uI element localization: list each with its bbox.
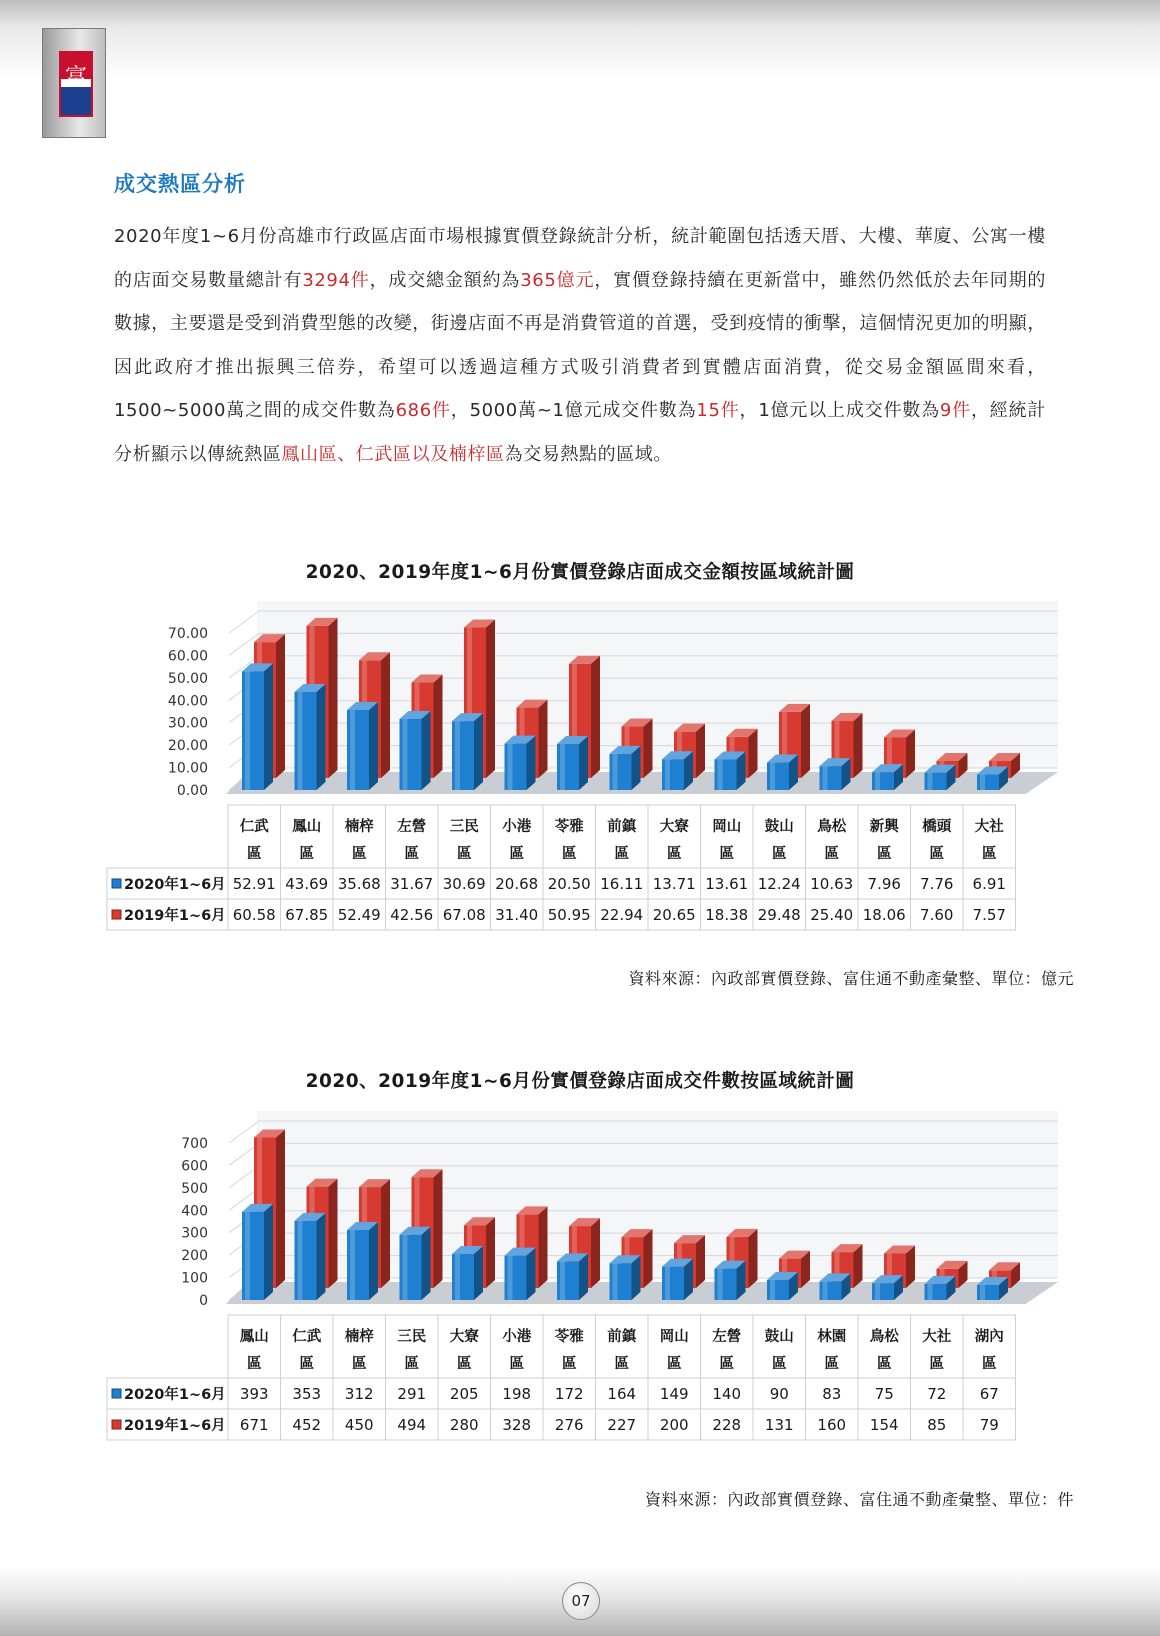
data-value-label: 25.40 bbox=[810, 906, 854, 924]
y-tick-label: 70.00 bbox=[167, 626, 208, 642]
category-label-line1: 三民 bbox=[449, 819, 479, 835]
data-value-label: 494 bbox=[397, 1416, 427, 1434]
category-label-line1: 楠梓 bbox=[344, 819, 374, 835]
y-tick-label: 0 bbox=[199, 1293, 208, 1309]
data-value-label: 198 bbox=[502, 1385, 532, 1403]
category-label-line2: 區 bbox=[352, 846, 367, 862]
section-title: 成交熱區分析 bbox=[114, 172, 246, 196]
category-label-line2: 區 bbox=[404, 1356, 419, 1372]
data-value-label: 393 bbox=[239, 1385, 269, 1403]
data-value-label: 22.94 bbox=[600, 906, 644, 924]
bar-2020 bbox=[505, 736, 536, 790]
category-label-line2: 區 bbox=[824, 846, 839, 862]
category-label-line1: 鳳山 bbox=[239, 1329, 269, 1345]
bar-2020 bbox=[872, 764, 903, 790]
category-label-line2: 區 bbox=[719, 1356, 734, 1372]
series-name: 2019年1~6月 bbox=[124, 908, 226, 924]
y-tick-label: 300 bbox=[181, 1225, 208, 1242]
category-label-line1: 鼓山 bbox=[764, 819, 794, 835]
y-tick-label: 10.00 bbox=[167, 760, 208, 777]
data-value-label: 75 bbox=[874, 1385, 894, 1403]
paragraph-text: ，實價登錄持續在更新當中，雖然仍然低於去年同期的數據，主要還是受到消費型態的改變，街邊店面不再是消費管道的首選，受到疫情的衝擊，這個情況更加的明顯，因此政府才推出振興三倍券，希望可以透過這種方式吸引消費者到實體店面消費，從交易金額區間來看，1500~5000萬之間的成交件數為 bbox=[114, 269, 1047, 421]
highlight-text: 9件 bbox=[939, 400, 971, 421]
data-value-label: 172 bbox=[554, 1385, 584, 1403]
data-value-label: 18.06 bbox=[862, 906, 906, 924]
data-value-label: 30.69 bbox=[442, 875, 486, 893]
data-value-label: 353 bbox=[292, 1385, 322, 1403]
legend-swatch bbox=[112, 879, 121, 888]
data-value-label: 90 bbox=[769, 1385, 789, 1403]
category-label-line1: 前鎮 bbox=[607, 1329, 637, 1345]
y-tick-label: 100 bbox=[181, 1270, 208, 1287]
data-value-label: 83 bbox=[822, 1385, 842, 1403]
series-name: 2019年1~6月 bbox=[124, 1418, 226, 1434]
data-value-label: 7.76 bbox=[920, 875, 954, 893]
y-tick-label: 400 bbox=[181, 1203, 208, 1220]
category-label-line1: 鼓山 bbox=[764, 1329, 794, 1345]
data-value-label: 43.69 bbox=[285, 875, 329, 893]
bar-2020 bbox=[347, 702, 378, 790]
data-value-label: 328 bbox=[502, 1416, 532, 1434]
y-tick-label: 20.00 bbox=[167, 738, 208, 755]
category-label-line2: 區 bbox=[404, 846, 419, 862]
bar-2020 bbox=[715, 751, 746, 790]
category-label-line1: 林園 bbox=[817, 1329, 847, 1345]
category-label-line2: 區 bbox=[772, 846, 787, 862]
logo-mark-icon: 富 bbox=[65, 65, 88, 90]
category-label-line1: 前鎮 bbox=[607, 819, 637, 835]
category-label-line2: 區 bbox=[982, 1356, 997, 1372]
bar-2020 bbox=[452, 713, 483, 790]
category-label-line2: 區 bbox=[614, 846, 629, 862]
category-label-line2: 區 bbox=[509, 846, 524, 862]
data-value-label: 20.50 bbox=[547, 875, 591, 893]
category-label-line2: 區 bbox=[247, 846, 262, 862]
category-label-line2: 區 bbox=[352, 1356, 367, 1372]
category-label-line2: 區 bbox=[562, 846, 577, 862]
highlight-text: 鳳山區、仁武區以及楠梓區 bbox=[281, 443, 505, 465]
data-value-label: 35.68 bbox=[337, 875, 381, 893]
data-value-label: 18.38 bbox=[705, 906, 749, 924]
category-label-line1: 苓雅 bbox=[554, 1329, 584, 1345]
data-value-label: 79 bbox=[979, 1416, 999, 1434]
data-value-label: 31.40 bbox=[495, 906, 539, 924]
y-tick-label: 50.00 bbox=[167, 670, 208, 687]
bar-2020 bbox=[242, 1204, 273, 1300]
bar-2020 bbox=[662, 1259, 693, 1300]
logo-emblem bbox=[59, 51, 93, 117]
data-value-label: 131 bbox=[764, 1416, 794, 1434]
bar-2020 bbox=[820, 1273, 851, 1300]
data-value-label: 85 bbox=[927, 1416, 947, 1434]
category-label-line2: 區 bbox=[562, 1356, 577, 1372]
data-value-label: 671 bbox=[239, 1416, 269, 1434]
data-value-label: 20.65 bbox=[652, 906, 696, 924]
data-value-label: 10.63 bbox=[810, 875, 854, 893]
data-value-label: 67.08 bbox=[442, 906, 486, 924]
category-label-line1: 左營 bbox=[712, 1329, 742, 1345]
count-bar-chart bbox=[0, 1110, 1160, 1460]
logo bbox=[42, 28, 106, 138]
data-value-label: 200 bbox=[659, 1416, 689, 1434]
paragraph-text: 為交易熱點的區域。 bbox=[504, 443, 673, 465]
data-value-label: 160 bbox=[817, 1416, 847, 1434]
data-value-label: 60.58 bbox=[232, 906, 276, 924]
category-label-line2: 區 bbox=[247, 1356, 262, 1372]
legend-swatch bbox=[112, 1389, 121, 1398]
data-value-label: 205 bbox=[449, 1385, 479, 1403]
category-label-line2: 區 bbox=[929, 846, 944, 862]
y-tick-label: 600 bbox=[181, 1158, 208, 1175]
category-label-line1: 仁武 bbox=[239, 819, 269, 835]
paragraph-text: ，經統計分析顯示以傳統熱區 bbox=[114, 400, 1047, 465]
paragraph-text: 2020年度1~6月份高雄市行政區店面市場根據實價登錄統計分析，統計範圍包括透天厝、大樓、華廈、公寓一樓的店面交易數量總計有 bbox=[114, 226, 1046, 291]
category-label-line1: 大社 bbox=[974, 819, 1004, 835]
category-label-line1: 左營 bbox=[397, 819, 427, 835]
highlight-text: 686件 bbox=[395, 400, 451, 421]
category-label-line2: 區 bbox=[457, 1356, 472, 1372]
bar-2020 bbox=[400, 1227, 431, 1300]
bar-2020 bbox=[557, 736, 588, 790]
y-tick-label: 200 bbox=[181, 1248, 208, 1265]
data-value-label: 140 bbox=[712, 1385, 742, 1403]
series-name: 2020年1~6月 bbox=[124, 877, 226, 893]
category-label-line2: 區 bbox=[929, 1356, 944, 1372]
category-label-line2: 區 bbox=[772, 1356, 787, 1372]
category-label-line1: 湖內 bbox=[974, 1329, 1004, 1345]
category-label-line2: 區 bbox=[509, 1356, 524, 1372]
category-label-line1: 鳳山 bbox=[292, 819, 322, 835]
amount-bar-chart bbox=[0, 600, 1160, 950]
category-label-line1: 岡山 bbox=[659, 1329, 689, 1345]
bar-2020 bbox=[242, 663, 273, 790]
intro-paragraph bbox=[114, 215, 1046, 476]
y-tick-label: 60.00 bbox=[167, 648, 208, 665]
data-value-label: 7.57 bbox=[972, 906, 1006, 924]
data-value-label: 291 bbox=[397, 1385, 427, 1403]
highlight-text: 365億元 bbox=[520, 269, 595, 291]
category-label-line1: 大社 bbox=[922, 1329, 952, 1345]
legend-swatch bbox=[112, 1420, 121, 1429]
data-value-label: 16.11 bbox=[600, 875, 644, 893]
data-value-label: 276 bbox=[554, 1416, 584, 1434]
bar-2020 bbox=[400, 711, 431, 790]
highlight-text: 15件 bbox=[696, 400, 740, 421]
category-label-line1: 鳥松 bbox=[869, 1329, 899, 1345]
data-value-label: 7.96 bbox=[867, 875, 901, 893]
chart-2-source: 資料來源：內政部實價登錄、富住通不動產彙整、單位：件 bbox=[644, 1490, 1074, 1509]
category-label-line2: 區 bbox=[824, 1356, 839, 1372]
data-value-label: 67 bbox=[979, 1385, 999, 1403]
paragraph-text: ，成交總金額約為 bbox=[369, 269, 521, 291]
bar-2020 bbox=[347, 1222, 378, 1300]
category-label-line2: 區 bbox=[299, 1356, 314, 1372]
y-tick-label: 700 bbox=[181, 1136, 208, 1152]
data-value-label: 29.48 bbox=[757, 906, 801, 924]
top-decor-band bbox=[0, 0, 1160, 80]
chart-2-title: 2020、2019年度1~6月份實價登錄店面成交件數按區域統計圖 bbox=[305, 1071, 855, 1092]
data-value-label: 450 bbox=[344, 1416, 374, 1434]
data-value-label: 280 bbox=[449, 1416, 479, 1434]
category-label-line2: 區 bbox=[667, 846, 682, 862]
data-value-label: 13.71 bbox=[652, 875, 696, 893]
data-value-label: 452 bbox=[292, 1416, 322, 1434]
category-label-line1: 大寮 bbox=[449, 1329, 479, 1345]
category-label-line2: 區 bbox=[457, 846, 472, 862]
data-value-label: 20.68 bbox=[495, 875, 539, 893]
category-label-line1: 小港 bbox=[502, 1329, 532, 1345]
bar-2020 bbox=[295, 1213, 326, 1300]
category-label-line1: 仁武 bbox=[292, 1329, 322, 1345]
legend-swatch bbox=[112, 910, 121, 919]
bar-2020 bbox=[610, 746, 641, 790]
data-value-label: 312 bbox=[344, 1385, 374, 1403]
chart-1-source: 資料來源：內政部實價登錄、富住通不動產彙整、單位：億元 bbox=[628, 969, 1074, 988]
bar-2020 bbox=[767, 755, 798, 790]
bar-2020 bbox=[662, 751, 693, 790]
data-value-label: 12.24 bbox=[757, 875, 801, 893]
paragraph-text: ，5000萬~1億元成交件數為 bbox=[450, 400, 697, 421]
data-value-label: 149 bbox=[659, 1385, 689, 1403]
bar-2020 bbox=[505, 1248, 536, 1300]
category-label-line2: 區 bbox=[877, 846, 892, 862]
bar-2020 bbox=[820, 758, 851, 790]
y-tick-label: 40.00 bbox=[167, 693, 208, 710]
data-value-label: 6.91 bbox=[972, 875, 1006, 893]
data-value-label: 154 bbox=[869, 1416, 899, 1434]
data-value-label: 164 bbox=[607, 1385, 637, 1403]
category-label-line1: 新興 bbox=[869, 819, 899, 835]
category-label-line1: 橋頭 bbox=[922, 819, 952, 835]
category-label-line2: 區 bbox=[877, 1356, 892, 1372]
bar-2020 bbox=[767, 1272, 798, 1300]
data-value-label: 31.67 bbox=[390, 875, 434, 893]
highlight-text: 3294件 bbox=[302, 269, 370, 291]
bar-2020 bbox=[715, 1261, 746, 1300]
y-tick-label: 500 bbox=[181, 1180, 208, 1197]
y-tick-label: 30.00 bbox=[167, 715, 208, 732]
data-value-label: 7.60 bbox=[920, 906, 954, 924]
category-label-line1: 大寮 bbox=[659, 819, 689, 835]
category-label-line2: 區 bbox=[299, 846, 314, 862]
data-value-label: 42.56 bbox=[390, 906, 434, 924]
page-number: 07 bbox=[562, 1582, 600, 1620]
y-tick-label: 0.00 bbox=[176, 783, 208, 799]
data-value-label: 52.49 bbox=[337, 906, 381, 924]
category-label-line2: 區 bbox=[614, 1356, 629, 1372]
category-label-line2: 區 bbox=[719, 846, 734, 862]
data-value-label: 67.85 bbox=[285, 906, 329, 924]
category-label-line1: 小港 bbox=[502, 819, 532, 835]
data-value-label: 50.95 bbox=[547, 906, 591, 924]
data-value-label: 228 bbox=[712, 1416, 742, 1434]
category-label-line2: 區 bbox=[982, 846, 997, 862]
bar-2020 bbox=[295, 684, 326, 790]
category-label-line2: 區 bbox=[667, 1356, 682, 1372]
category-label-line1: 岡山 bbox=[712, 819, 742, 835]
data-value-label: 13.61 bbox=[705, 875, 749, 893]
data-value-label: 72 bbox=[927, 1385, 947, 1403]
category-label-line1: 苓雅 bbox=[554, 819, 584, 835]
bar-2020 bbox=[610, 1255, 641, 1300]
series-name: 2020年1~6月 bbox=[124, 1387, 226, 1403]
bar-2020 bbox=[452, 1246, 483, 1300]
bar-2020 bbox=[557, 1253, 588, 1300]
category-label-line1: 三民 bbox=[397, 1329, 427, 1345]
category-label-line1: 鳥松 bbox=[817, 819, 847, 835]
paragraph-text: ，1億元以上成交件數為 bbox=[739, 400, 940, 421]
chart-1-title: 2020、2019年度1~6月份實價登錄店面成交金額按區域統計圖 bbox=[305, 562, 855, 583]
category-label-line1: 楠梓 bbox=[344, 1329, 374, 1345]
data-value-label: 52.91 bbox=[232, 875, 276, 893]
data-value-label: 227 bbox=[607, 1416, 637, 1434]
